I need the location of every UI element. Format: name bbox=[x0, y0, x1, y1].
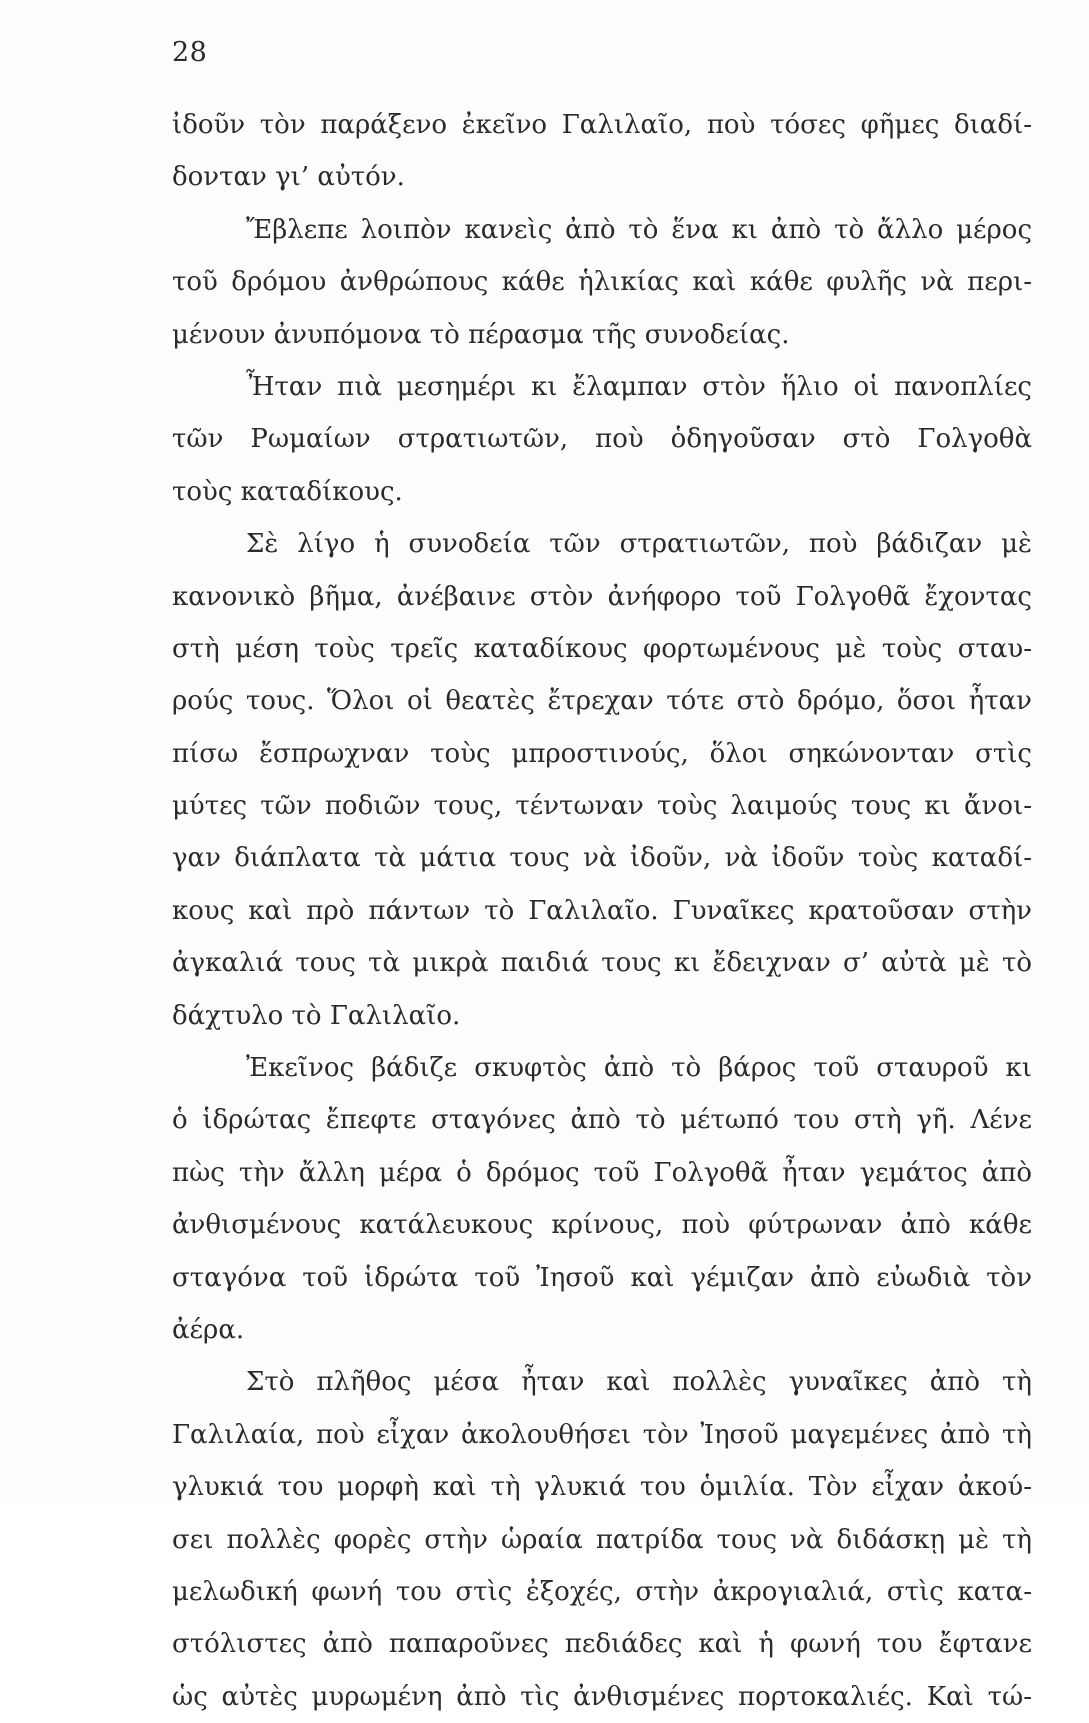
page-number: 28 bbox=[172, 37, 208, 68]
text-line: σει πολλὲς φορὲς στὴν ὡραία πατρίδα τους νὰ διδάσκῃ μὲ τὴ bbox=[172, 1524, 1032, 1555]
text-line: ρούς τους. Ὅλοι οἱ θεατὲς ἔτρεχαν τότε στὸ δρόμο, ὅσοι ἦταν bbox=[172, 686, 1032, 717]
text-line: μελωδική φωνή του στὶς ἐξοχές, στὴν ἀκρογιαλιά, στὶς κατα- bbox=[172, 1576, 1032, 1607]
text-line: Ἦταν πιὰ μεσημέρι κι ἔλαμπαν στὸν ἥλιο οἱ πανοπλίες bbox=[246, 371, 1032, 402]
text-line: μένουν ἀνυπόμονα τὸ πέρασμα τῆς συνοδείας. bbox=[172, 319, 790, 350]
text-line: τοὺς καταδίκους. bbox=[172, 476, 403, 507]
text-line: δονταν γι’ αὐτόν. bbox=[172, 162, 405, 193]
text-line: Ἐκεῖνος βάδιζε σκυφτὸς ἀπὸ τὸ βάρος τοῦ σταυροῦ κι bbox=[246, 1053, 1032, 1084]
text-line: τῶν Ρωμαίων στρατιωτῶν, ποὺ ὁδηγοῦσαν στὸ Γολγοθὰ bbox=[172, 424, 1032, 455]
text-line: Σὲ λίγο ἡ συνοδεία τῶν στρατιωτῶν, ποὺ βάδιζαν μὲ bbox=[246, 529, 1032, 560]
text-line: στὴ μέση τοὺς τρεῖς καταδίκους φορτωμένους μὲ τοὺς σταυ- bbox=[172, 633, 1032, 664]
text-line: τοῦ δρόμου ἀνθρώπους κάθε ἡλικίας καὶ κάθε φυλῆς νὰ περι- bbox=[172, 267, 1032, 298]
text-line: ἀγκαλιά τους τὰ μικρὰ παιδιά τους κι ἔδειχναν σ’ αὐτὰ μὲ τὸ bbox=[172, 948, 1032, 979]
text-line: κους καὶ πρὸ πάντων τὸ Γαλιλαῖο. Γυναῖκες κρατοῦσαν στὴν bbox=[172, 895, 1032, 926]
text-line: στόλιστες ἀπὸ παπαροῦνες πεδιάδες καὶ ἡ φωνή του ἔφτανε bbox=[172, 1629, 1032, 1660]
text-line: σταγόνα τοῦ ἱδρώτα τοῦ Ἰησοῦ καὶ γέμιζαν ἀπὸ εὐωδιὰ τὸν bbox=[172, 1262, 1032, 1293]
text-line: ἀνθισμένους κατάλευκους κρίνους, ποὺ φύτρωναν ἀπὸ κάθε bbox=[172, 1210, 1032, 1241]
text-line: μύτες τῶν ποδιῶν τους, τέντωναν τοὺς λαιμούς τους κι ἄνοι- bbox=[172, 791, 1032, 822]
text-line: ἰδοῦν τὸν παράξενο ἐκεῖνο Γαλιλαῖο, ποὺ τόσες φῆμες διαδί- bbox=[172, 110, 1032, 140]
text-line: Ἔβλεπε λοιπὸν κανεὶς ἀπὸ τὸ ἕνα κι ἀπὸ τὸ ἄλλο μέρος bbox=[246, 214, 1032, 245]
body-text bbox=[172, 99, 1032, 1723]
text-line: Στὸ πλῆθος μέσα ἦταν καὶ πολλὲς γυναῖκες ἀπὸ τὴ bbox=[246, 1367, 1032, 1398]
text-line: πὼς τὴν ἄλλη μέρα ὁ δρόμος τοῦ Γολγοθᾶ ἦταν γεμάτος ἀπὸ bbox=[172, 1157, 1032, 1188]
text-line: ὡς αὐτὲς μυρωμένη ἀπὸ τὶς ἀνθισμένες πορτοκαλιές. Καὶ τώ- bbox=[172, 1681, 1032, 1712]
text-line: ὁ ἱδρώτας ἔπεφτε σταγόνες ἀπὸ τὸ μέτωπό του στὴ γῆ. Λένε bbox=[172, 1105, 1032, 1136]
text-line: δάχτυλο τὸ Γαλιλαῖο. bbox=[172, 1000, 461, 1031]
text-line: ἀέρα. bbox=[172, 1314, 245, 1345]
text-line: γαν διάπλατα τὰ μάτια τους νὰ ἰδοῦν, νὰ ἰδοῦν τοὺς καταδί- bbox=[172, 843, 1032, 874]
text-line: κανονικὸ βῆμα, ἀνέβαινε στὸν ἀνήφορο τοῦ Γολγοθᾶ ἔχοντας bbox=[172, 581, 1032, 612]
text-line: Γαλιλαία, ποὺ εἶχαν ἀκολουθήσει τὸν Ἰησοῦ μαγεμένες ἀπὸ τὴ bbox=[172, 1419, 1032, 1450]
text-line: γλυκιά του μορφὴ καὶ τὴ γλυκιά του ὁμιλία. Τὸν εἶχαν ἀκού- bbox=[172, 1472, 1032, 1503]
text-line: πίσω ἔσπρωχναν τοὺς μπροστινούς, ὅλοι σηκώνονταν στὶς bbox=[172, 738, 1032, 769]
